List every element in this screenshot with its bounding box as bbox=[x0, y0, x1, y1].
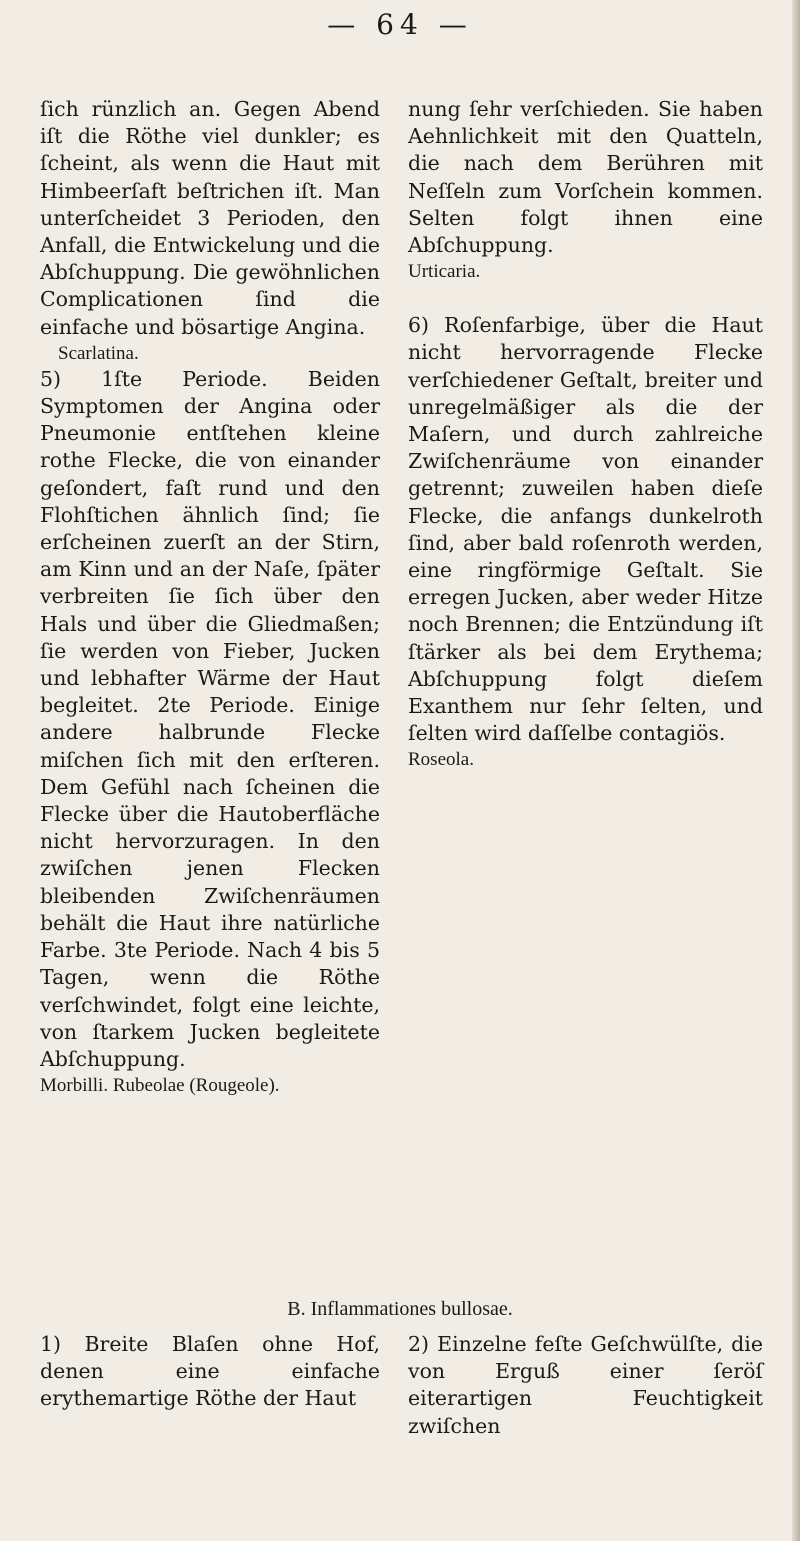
bottom-right-paragraph: 2) Einzelne feſte Geſchwülſte, die von Erguß einer ſeröſ eiterartigen Feuchtigkeit zwiſchen bbox=[408, 1332, 763, 1438]
page-number: — 64 — bbox=[327, 8, 473, 41]
section-heading: B. Inflammationes bullosae. bbox=[287, 1298, 513, 1320]
latin-term-morbilli: Morbilli. Rubeolae (Rougeole). bbox=[40, 1075, 280, 1097]
latin-term-roseola: Roseola. bbox=[408, 749, 474, 771]
page-edge-shadow bbox=[792, 0, 800, 1541]
right-paragraph-1: nung ſehr verſchieden. Sie haben Aehnlichkeit mit den Quatteln, die nach dem Berühren mit Neſſeln zum Vorſchein kommen. Selten folgt ihnen eine Abſchuppung. bbox=[408, 97, 763, 258]
left-paragraph-2: 5) 1ſte Periode. Beiden Symptomen der Angina oder Pneumonie entſtehen kleine rothe Flecke, die von einander geſondert, faſt rund und den Flohſtichen ähnlich ſind; ſie erſcheinen zuerſt an der Stirn, am Kinn und an der Naſe, ſpäter verbreiten ſie ſich über den Hals und über die Gliedmaßen; ſie werden von Fieber, Jucken und lebhafter Wärme der Haut begleitet. 2te Periode. Einige andere halbrunde Flecke miſchen ſich mit den erſteren. Dem Gefühl nach ſcheinen die Flecke über die Hautoberfläche nicht hervorzuragen. In den zwiſchen jenen Flecken bleibenden Zwiſchenräumen behält die Haut ihre natürliche Farbe. 3te Periode. Nach 4 bis 5 Tagen, wenn die Röthe verſchwindet, folgt eine leichte, von ſtarkem Jucken begleitete Abſchuppung. bbox=[40, 366, 380, 1071]
right-paragraph-2: 6) Roſenfarbige, über die Haut nicht hervorragende Flecke verſchiedener Geſtalt, breiter und unregelmäßiger als die der Maſern, und durch zahlreiche Zwiſchenräume von einander getrennt; zuweilen haben dieſe Flecke, die anfangs dunkelroth ſind, aber bald roſenroth werden, eine ringförmige Geſtalt. Sie erregen Jucken, aber weder Hitze noch Brennen; die Entzündung iſt ſtärker als bei dem Erythema; Abſchuppung folgt dieſem Exanthem nur ſehr ſelten, und ſelten wird daſſelbe contagiös. bbox=[408, 313, 763, 746]
right-column bbox=[408, 96, 763, 772]
latin-term-urticaria: Urticaria. bbox=[408, 261, 481, 283]
latin-term-scarlatina: Scarlatina. bbox=[58, 342, 139, 364]
left-paragraph-1: ſich rünzlich an. Gegen Abend iſt die Röthe viel dunkler; es ſcheint, als wenn die Haut mit Himbeerſaft beſtrichen iſt. Man unterſcheidet 3 Perioden, den Anfall, die Entwickelung und die Abſchuppung. Die gewöhnlichen Complicationen ſind die einfache und bösartige Angina. bbox=[40, 97, 380, 339]
bottom-left-paragraph: 1) Breite Blaſen ohne Hof, denen eine einfache erythemartige Röthe der Haut bbox=[40, 1332, 380, 1411]
left-column bbox=[40, 96, 380, 1098]
spacer bbox=[408, 284, 763, 312]
